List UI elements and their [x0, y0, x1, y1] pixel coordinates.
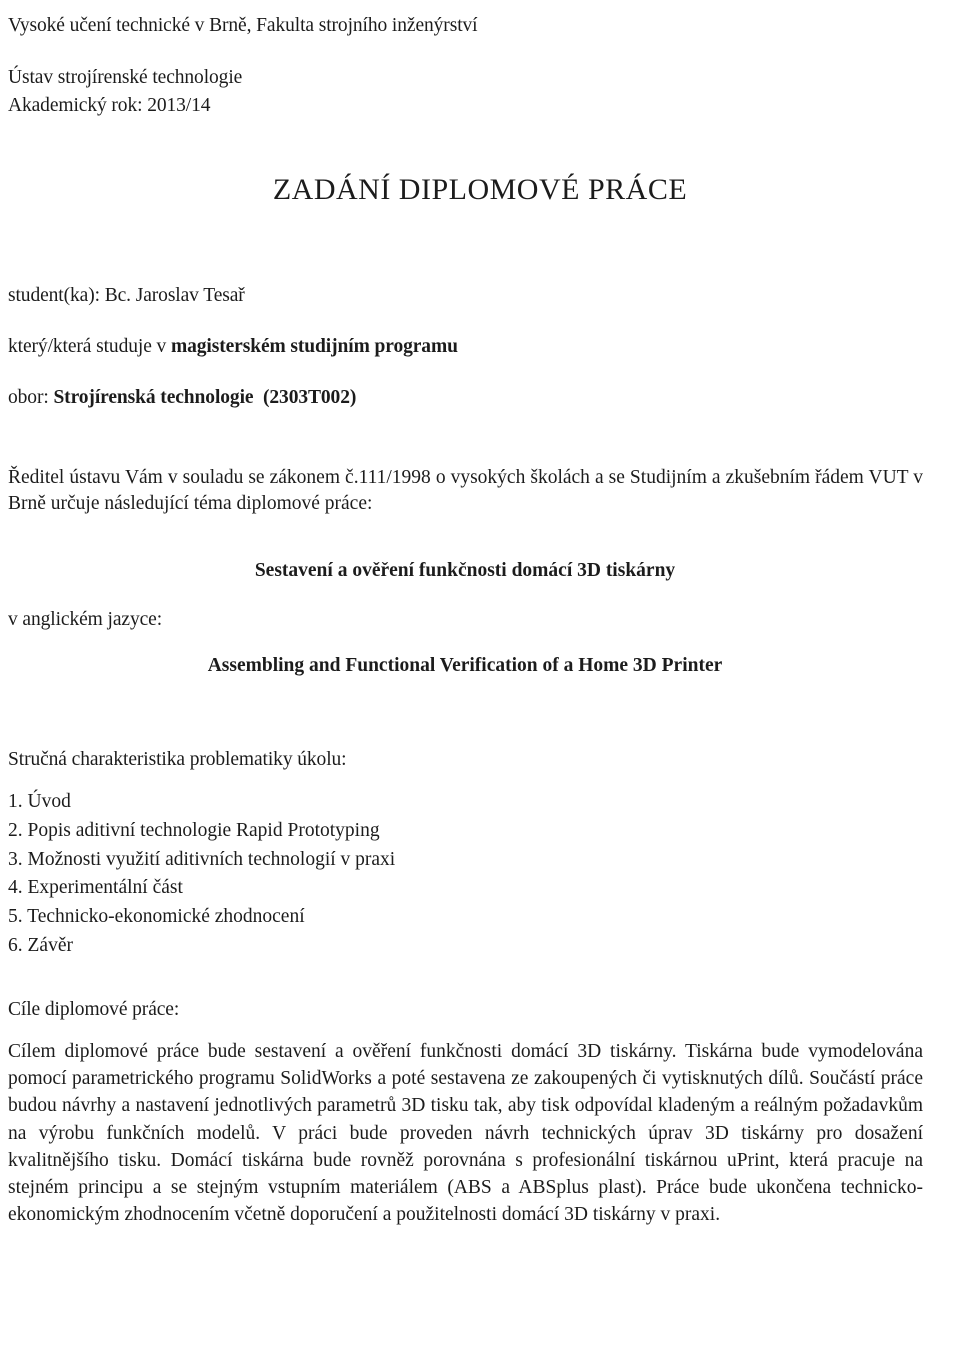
field-name: Strojírenská technologie — [53, 387, 254, 408]
list-item: 2. Popis aditivní technologie Rapid Prototyping — [8, 819, 380, 841]
institute-line: Ústav strojírenské technologie — [8, 67, 243, 88]
characteristics-heading: Stručná charakteristika problematiky úkolu: — [8, 749, 347, 770]
characteristics-list — [8, 788, 395, 961]
field-code: (2303T002) — [263, 387, 357, 408]
goals-heading: Cíle diplomové práce: — [8, 999, 180, 1020]
program-name: magisterském studijním programu — [170, 336, 458, 357]
program-prefix: který/která studuje v — [8, 336, 171, 357]
student-line — [8, 284, 245, 308]
student-label: student(ka): — [8, 285, 105, 306]
academic-year: Akademický rok: 2013/14 — [8, 95, 211, 116]
intro-paragraph: Ředitel ústavu Vám v souladu se zákonem č.111/1998 o vysokých školách a se Studijním a zkušebním řádem VUT v Brně určuje následující téma diplomové práce: — [8, 467, 923, 515]
goals-paragraph: Cílem diplomové práce bude sestavení a ověření funkčnosti domácí 3D tiskárny. Tiskárna bude vymodelována pomocí parametrického programu SolidWorks a poté sestavena ze zakoupených či vytisknutých dílů. Součástí práce budou návrhy a nastavení jednotlivých parametrů 3D tisku tak, aby tisk odpovídal kladeným a reálným požadavkům na výrobu funkčních modelů. V práci bude proveden návrh technických úprav 3D tiskárny pro dosažení kvalitnějšího tisku. Domácí tiskárna bude rovněž porovnána s profesionální tiskárnou uPrint, která pracuje na stejném principu a se stejným vstupním materiálem (ABS a ABSplus plast). Práce bude ukončena technicko-ekonomickým zhodnocením včetně doporučení a použitelnosti domácí 3D tiskárny v praxi. — [8, 1041, 923, 1226]
list-item: 3. Možnosti využití aditivních technologií v praxi — [8, 848, 396, 870]
topic-czech: Sestavení a ověření funkčnosti domácí 3D tiskárny — [254, 560, 676, 581]
field-line — [8, 386, 356, 410]
list-item: 4. Experimentální část — [8, 877, 183, 899]
list-item: 1. Úvod — [8, 791, 71, 812]
student-name: Bc. Jaroslav Tesař — [104, 285, 245, 306]
list-item: 6. Závěr — [8, 934, 73, 956]
list-item: 5. Technicko-ekonomické zhodnocení — [8, 906, 305, 928]
university-line: Vysoké učení technické v Brně, Fakulta strojního inženýrství — [8, 15, 478, 36]
page-title: ZADÁNÍ DIPLOMOVÉ PRÁCE — [272, 173, 688, 206]
field-prefix: obor: — [8, 387, 54, 408]
program-line — [8, 335, 458, 359]
english-label: v anglickém jazyce: — [8, 609, 163, 630]
topic-english: Assembling and Functional Verification of a Home 3D Printer — [207, 655, 723, 676]
